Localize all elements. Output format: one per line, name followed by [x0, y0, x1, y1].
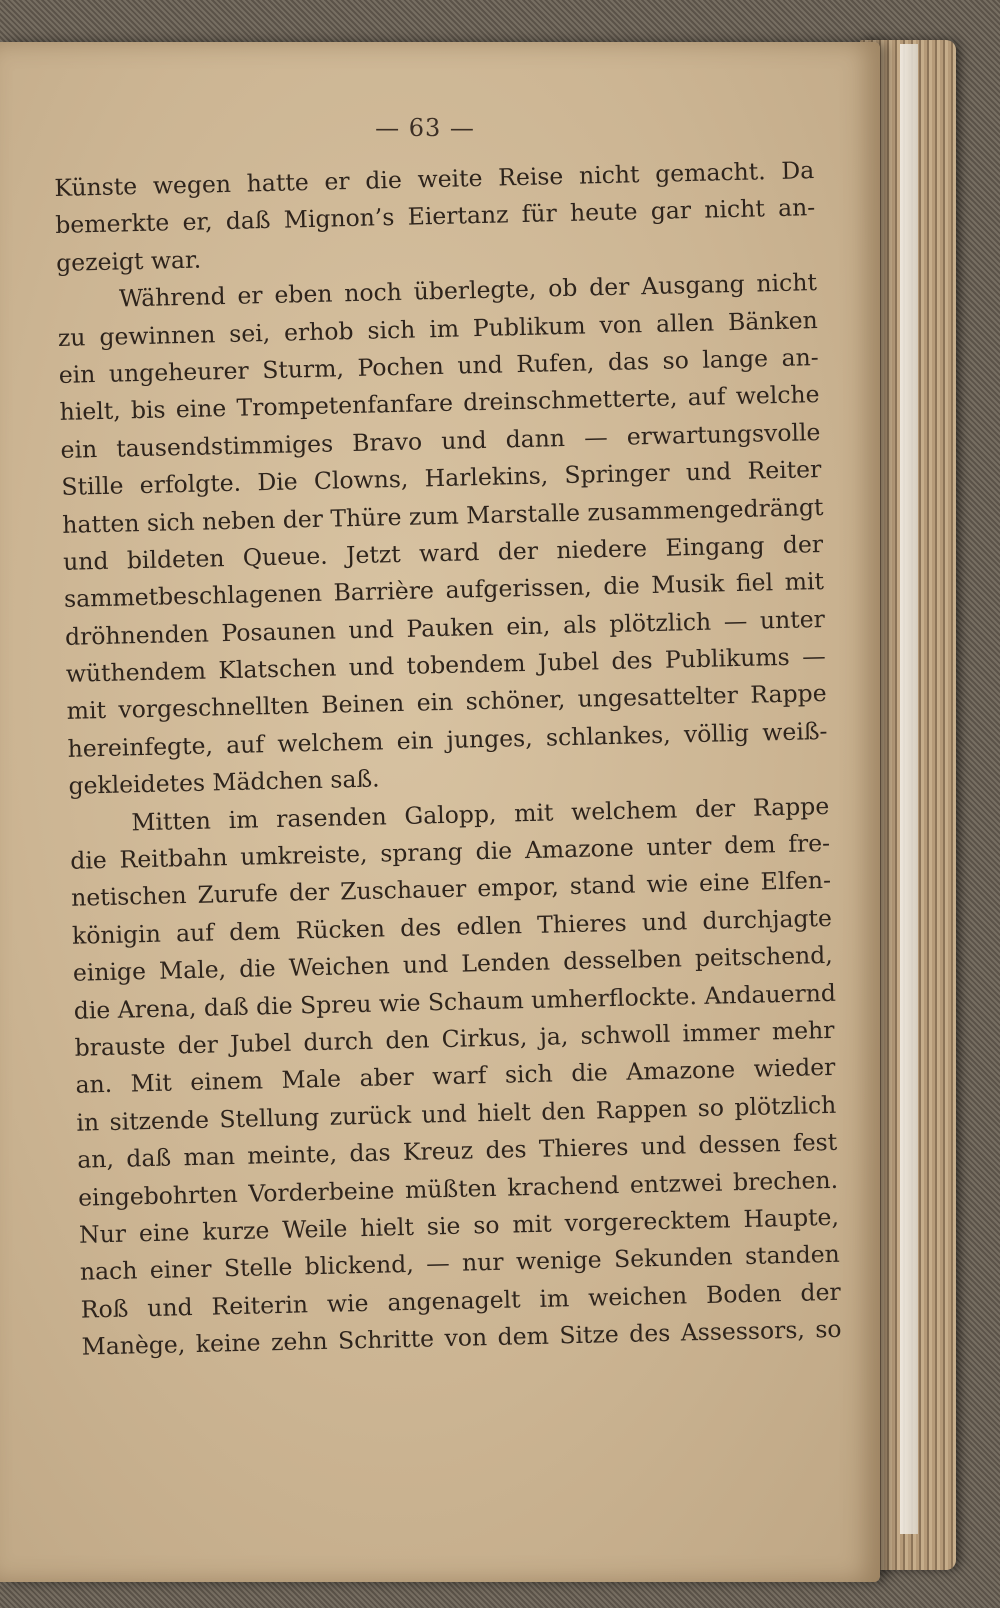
text-line: Während er eben noch überlegte, ob der Ausgang nicht — [118, 268, 818, 313]
text-line: nach einer Stelle blickend, — nur wenige Sekunden standen — [79, 1240, 841, 1287]
text-line: Mitten im rasenden Galopp, mit welchem der Rappe — [131, 791, 830, 836]
text-line: und bildeten Queue. Jetzt ward der niedere Eingang der — [62, 529, 824, 576]
text-line: brauste der Jubel durch den Cirkus, ja, schwoll immer mehr — [74, 1015, 835, 1062]
text-line: hereinfegte, auf welchem ein junges, schlankes, völlig weiß- — [67, 716, 828, 763]
text-line: netischen Zurufe der Zuschauer empor, stand wie eine Elfen- — [70, 866, 832, 913]
text-line: hielt, bis eine Trompetenfanfare dreinschmetterte, auf welche — [59, 380, 820, 427]
text-line: eingebohrten Vorderbeine müßten krachend entzwei brechen. — [77, 1165, 839, 1212]
text-line: einige Male, die Weichen und Lenden desselben peitschend, — [72, 941, 834, 987]
text-line: gezeigt war. — [55, 245, 202, 277]
text-line: gekleidetes Mädchen saß. — [68, 764, 380, 801]
text-line: an. Mit einem Male aber warf sich die Amazone wieder — [75, 1053, 836, 1100]
text-line: die Arena, daß die Spreu wie Schaum umherflockte. Andauernd — [73, 978, 837, 1025]
text-line: hatten sich neben der Thüre zum Marstalle zusammengedrängt — [62, 492, 824, 539]
text-line: Stille erfolgte. Die Clowns, Harlekins, Springer und Reiter — [61, 455, 822, 502]
text-line: zu gewinnen sei, erhob sich im Publikum von allen Bänken — [57, 305, 819, 352]
text-line: sammetbeschlagenen Barrière aufgerissen, die Musik fiel mit — [63, 567, 825, 614]
text-line: Künste wegen hatte er die weite Reise nicht gemacht. Da — [54, 156, 815, 202]
text-line: Manège, keine zehn Schritte von dem Sitze des Assessors, so — [81, 1314, 842, 1361]
book-page — [0, 42, 880, 1582]
body-text — [54, 152, 842, 1366]
text-line: königin auf dem Rücken des edlen Thieres und durchjagte — [71, 903, 833, 950]
page-number: — 63 — — [375, 114, 475, 142]
text-line: ein ungeheurer Sturm, Pochen und Rufen, das so lange an- — [58, 342, 819, 389]
text-line: mit vorgeschnellten Beinen ein schöner, ungesattelter Rappe — [66, 679, 827, 726]
text-line: wüthendem Klatschen und tobendem Jubel des Publikums — — [65, 642, 826, 688]
text-line: Nur eine kurze Weile hielt sie so mit vorgerecktem Haupte, — [78, 1202, 840, 1249]
text-line: in sitzende Stellung zurück und hielt den Rappen so plötzlich — [76, 1090, 837, 1137]
text-line: an, daß man meinte, das Kreuz des Thieres und dessen fest — [76, 1127, 838, 1174]
loose-page-edge — [900, 44, 918, 1534]
text-line: bemerkte er, daß Mignon’s Eiertanz für heute gar nicht an- — [54, 193, 816, 240]
text-line: die Reitbahn umkreiste, sprang die Amazone unter dem fre- — [69, 828, 831, 875]
text-line: Roß und Reiterin wie angenagelt im weichen Boden der — [80, 1277, 841, 1324]
text-line: dröhnenden Posaunen und Pauken ein, als plötzlich — unter — [64, 604, 826, 651]
text-line: ein tausendstimmiges Bravo und dann — erwartungsvolle — [60, 417, 821, 464]
